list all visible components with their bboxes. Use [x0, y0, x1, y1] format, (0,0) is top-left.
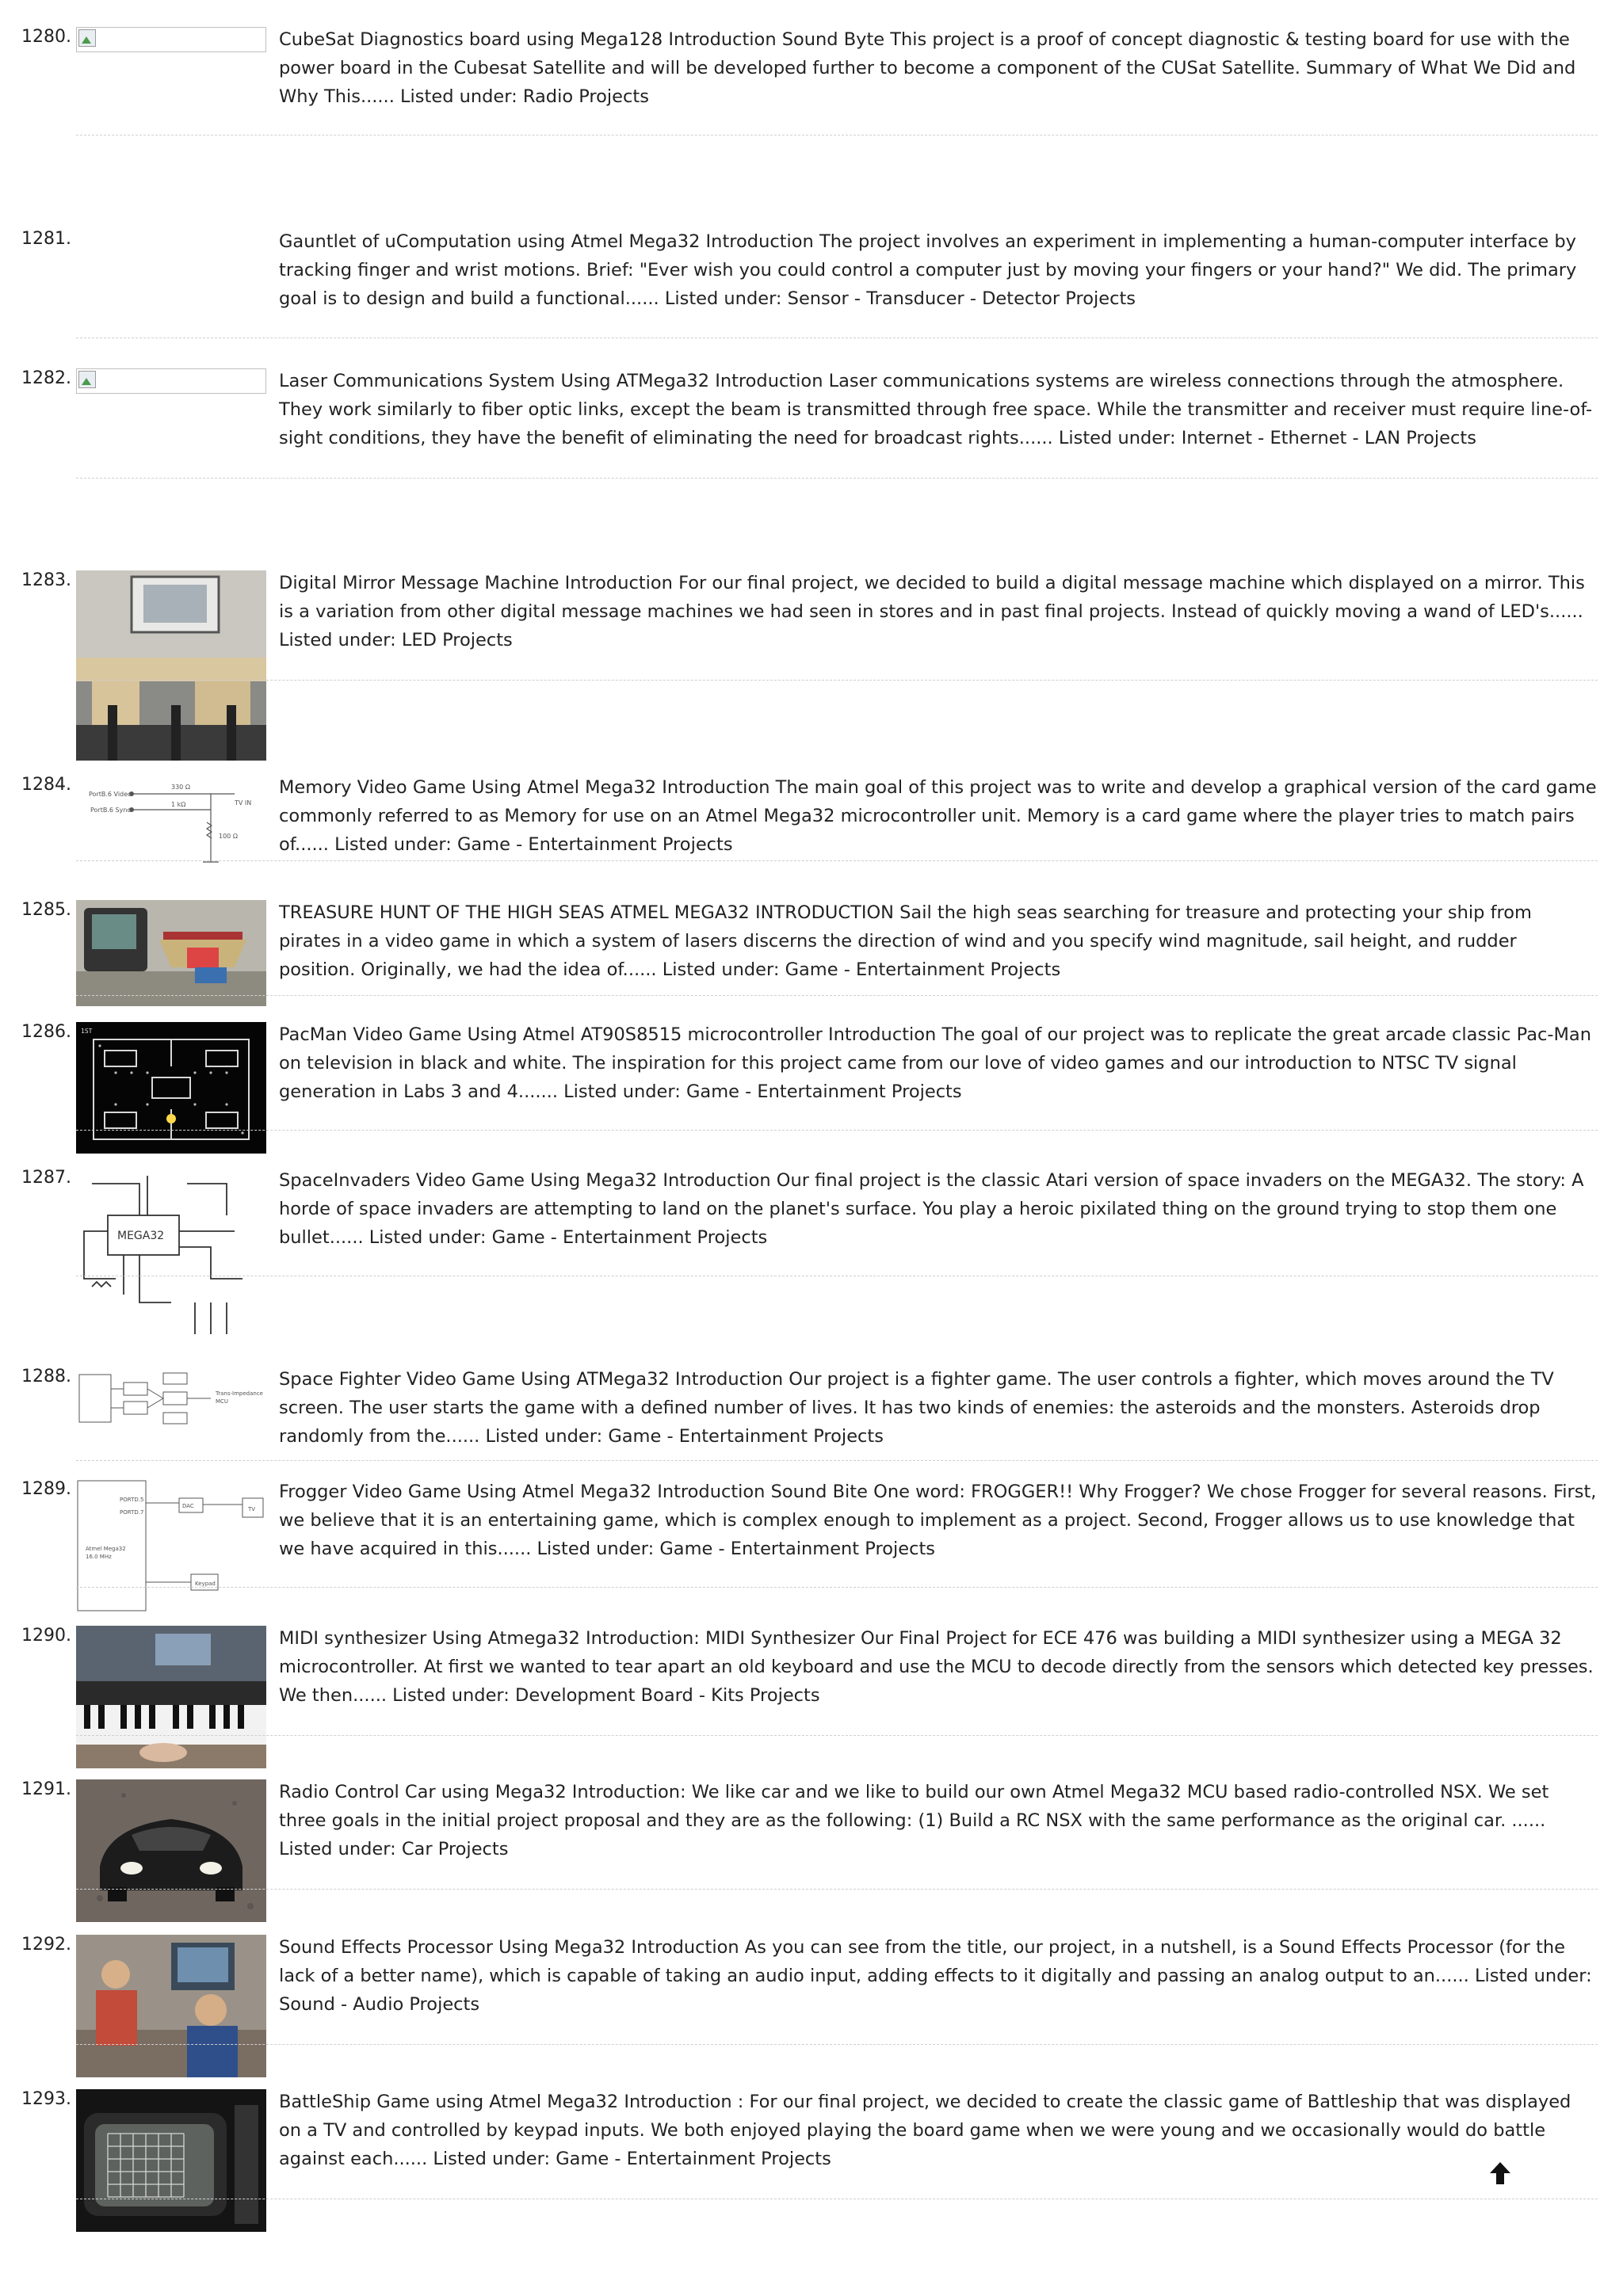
- item-number: 1293.: [21, 2089, 71, 2109]
- item-number: 1291.: [21, 1779, 71, 1799]
- item-description[interactable]: PacMan Video Game Using Atmel AT90S8515 microcontroller Introduction The goal of our project was to replicate the great arcade classic Pac-Man on television in black and white. The inspiration for this project came from our love of video games and our introduction to NTSC TV signal generation in Labs 3 and 4....... Listed under: Game - Entertainment Projects: [279, 1024, 1591, 1102]
- item-description[interactable]: Memory Video Game Using Atmel Mega32 Introduction The main goal of this project was to write and develop a graphical version of the card game commonly referred to as Memory for use on an Atmel Mega32 microcontroller unit. Memory is a card game where the player tries to match pairs of...... Listed under: Game - Entertainment Projects: [279, 777, 1597, 855]
- svg-text:PortB.6 Video: PortB.6 Video: [89, 791, 132, 798]
- item-description[interactable]: Frogger Video Game Using Atmel Mega32 Introduction Sound Bite One word: FROGGER!! Why Frogger? We chose Frogger for several reasons. First, we believe that it is an entertaining game, which is complex enough to implement as a project. Second, Frogger allows us to use knowledge that we have acquired in this...... Listed under: Game - Entertainment Projects: [279, 1482, 1597, 1559]
- item-description[interactable]: Sound Effects Processor Using Mega32 Introduction As you can see from the title, our project, in a nutshell, is a Sound Effects Processor (for the lack of a better name), which is capable of taking an audio input, adding effects to it digitally and passing an analog output to an...... Listed under: Sound - Audio Projects: [279, 1937, 1592, 2015]
- svg-text:DAC: DAC: [182, 1503, 194, 1509]
- item-description[interactable]: BattleShip Game using Atmel Mega32 Introduction : For our final project, we decided to create the classic game of Battleship that was displayed on a TV and controlled by keypad inputs. We both enjoyed playing the board game when we were young and we occasionally would do battle against each...... Listed under: Game - Entertainment Projects: [279, 2092, 1571, 2169]
- divider: [76, 860, 1598, 861]
- item-description[interactable]: Space Fighter Video Game Using ATMega32 Introduction Our project is a fighter game. The user controls a fighter, which moves around the TV screen. The user starts the game with a defined number of lives. It has two kinds of enemies: the asteroids and the monsters. Asteroids drop randomly from the...... Listed under: Game - Entertainment Projects: [279, 1369, 1554, 1447]
- item-number: 1285.: [21, 900, 71, 920]
- svg-text:Trans-Impedance: Trans-Impedance: [216, 1390, 263, 1397]
- svg-text:PortB.6 Sync: PortB.6 Sync: [90, 807, 131, 814]
- project-thumbnail[interactable]: [76, 1168, 266, 1341]
- item-number: 1288.: [21, 1367, 71, 1386]
- project-thumbnail[interactable]: [76, 570, 266, 761]
- mirror-photo-image: [76, 570, 266, 761]
- divider: [76, 995, 1598, 996]
- svg-text:100 Ω: 100 Ω: [219, 833, 238, 840]
- svg-text:MEGA32: MEGA32: [117, 1230, 165, 1242]
- svg-text:TV: TV: [248, 1506, 256, 1512]
- divider: [76, 478, 1598, 479]
- item-description[interactable]: Radio Control Car using Mega32 Introduction: We like car and we like to build our own Atmel Mega32 MCU based radio-controlled NSX. We set three goals in the initial project proposal and they are as the following: (1) Build a RC NSX with the same performance as the original car. ...... Listed under: Car Projects: [279, 1782, 1549, 1859]
- divider: [76, 680, 1598, 681]
- item-number: 1287.: [21, 1168, 71, 1188]
- item-description[interactable]: TREASURE HUNT OF THE HIGH SEAS ATMEL MEGA32 INTRODUCTION Sail the high seas searching for treasure and protecting your ship from pirates in a video game in which a system of lasers discerns the direction of wind and you specify wind magnitude, sail height, and rudder position. Originally, we had the idea of...... Listed under: Game - Entertainment Projects: [279, 902, 1532, 980]
- project-thumbnail[interactable]: [76, 1479, 266, 1612]
- divider: [76, 1735, 1598, 1736]
- item-description[interactable]: SpaceInvaders Video Game Using Mega32 Introduction Our final project is the classic Atari version of space invaders on the MEGA32. The story: A horde of space invaders are attempting to land on the planet's surface. You play a heroic pixilated thing on the ground trying to stop them one bullet...... Listed under: Game - Entertainment Projects: [279, 1170, 1584, 1248]
- project-thumbnail[interactable]: [76, 2089, 266, 2232]
- battleship-tv-photo-image: [76, 2089, 266, 2232]
- item-description[interactable]: Laser Communications System Using ATMega32 Introduction Laser communications systems are wireless connections through the atmosphere. They work similarly to fiber optic links, except the beam is transmitted through free space. While the transmitter and receiver must require line-of-sight conditions, they have the benefit of eliminating the need for broadcast rights...... Listed under: Internet - Ethernet - LAN Projects: [279, 371, 1593, 448]
- item-description[interactable]: Gauntlet of uComputation using Atmel Mega32 Introduction The project involves an experiment in implementing a human-computer interface by tracking finger and wrist motions. Brief: "Ever wish you could control a computer just by moving your fingers or your hand?" We did. The primary goal is to design and build a functional...... Listed under: Sensor - Transducer - Detector Projects: [279, 231, 1577, 309]
- item-number: 1282.: [21, 368, 71, 388]
- divider: [76, 1130, 1598, 1131]
- project-thumbnail[interactable]: [76, 1022, 266, 1154]
- block-diagram-image: [76, 1479, 266, 1612]
- project-thumbnail[interactable]: [76, 775, 266, 870]
- item-description[interactable]: Digital Mirror Message Machine Introduction For our final project, we decided to build a digital message machine which displayed on a mirror. This is a variation from other digital message machines we had seen in stores and in past final projects. Instead of quickly moving a wand of LED's...... Listed under: LED Projects: [279, 573, 1585, 650]
- item-number: 1292.: [21, 1935, 71, 1955]
- divider: [76, 1460, 1598, 1461]
- divider: [76, 1889, 1598, 1890]
- svg-text:16.0 MHz: 16.0 MHz: [86, 1554, 112, 1560]
- tv-ship-photo-image: [76, 900, 266, 1006]
- broken-image-icon[interactable]: [76, 27, 266, 52]
- item-number: 1290.: [21, 1626, 71, 1646]
- item-description[interactable]: CubeSat Diagnostics board using Mega128 Introduction Sound Byte This project is a proof of concept diagnostic & testing board for use with the power board in the Cubesat Satellite and will be developed further to become a component of the CUSat Satellite. Summary of What We Did and Why This...... Listed under: Radio Projects: [279, 29, 1576, 107]
- item-number: 1283.: [21, 570, 71, 590]
- svg-text:1 kΩ: 1 kΩ: [171, 801, 186, 808]
- divider: [76, 1587, 1598, 1588]
- project-thumbnail[interactable]: [76, 1935, 266, 2077]
- svg-text:330 Ω: 330 Ω: [171, 784, 190, 791]
- svg-text:TV IN: TV IN: [235, 799, 252, 807]
- item-number: 1280.: [21, 27, 71, 47]
- broken-image-icon[interactable]: [76, 368, 266, 394]
- svg-text:PORTD.5: PORTD.5: [120, 1497, 144, 1503]
- lab-people-photo-image: [76, 1935, 266, 2077]
- project-thumbnail[interactable]: [76, 1626, 266, 1768]
- item-number: 1286.: [21, 1022, 71, 1042]
- divider: [76, 2044, 1598, 2045]
- svg-text:MCU: MCU: [216, 1398, 229, 1405]
- svg-text:PORTD.7: PORTD.7: [120, 1509, 144, 1516]
- hand-drawn-schematic-image: [76, 1168, 266, 1341]
- item-number: 1281.: [21, 229, 71, 249]
- pacman-screen-image: [76, 1022, 266, 1154]
- item-number: 1284.: [21, 775, 71, 795]
- svg-text:1ST: 1ST: [81, 1028, 93, 1035]
- arrow-up-icon[interactable]: [1488, 2160, 1512, 2187]
- svg-text:Atmel Mega32: Atmel Mega32: [86, 1546, 126, 1552]
- keyboard-photo-image: [76, 1626, 266, 1768]
- rc-car-photo-image: [76, 1779, 266, 1922]
- block-diagram-image: [76, 1367, 266, 1430]
- item-description[interactable]: MIDI synthesizer Using Atmega32 Introduction: MIDI Synthesizer Our Final Project for ECE 476 was building a MIDI synthesizer using a MEGA 32 microcontroller. At first we wanted to tear apart an old keyboard and use the MCU to decode directly from the sensors which detected key presses. We then...... Listed under: Development Board - Kits Projects: [279, 1628, 1594, 1706]
- circuit-schematic-image: [76, 775, 266, 870]
- svg-text:Keypad: Keypad: [195, 1581, 216, 1587]
- project-thumbnail[interactable]: [76, 1779, 266, 1922]
- item-number: 1289.: [21, 1479, 71, 1499]
- project-thumbnail[interactable]: [76, 1367, 266, 1430]
- project-thumbnail[interactable]: [76, 900, 266, 1006]
